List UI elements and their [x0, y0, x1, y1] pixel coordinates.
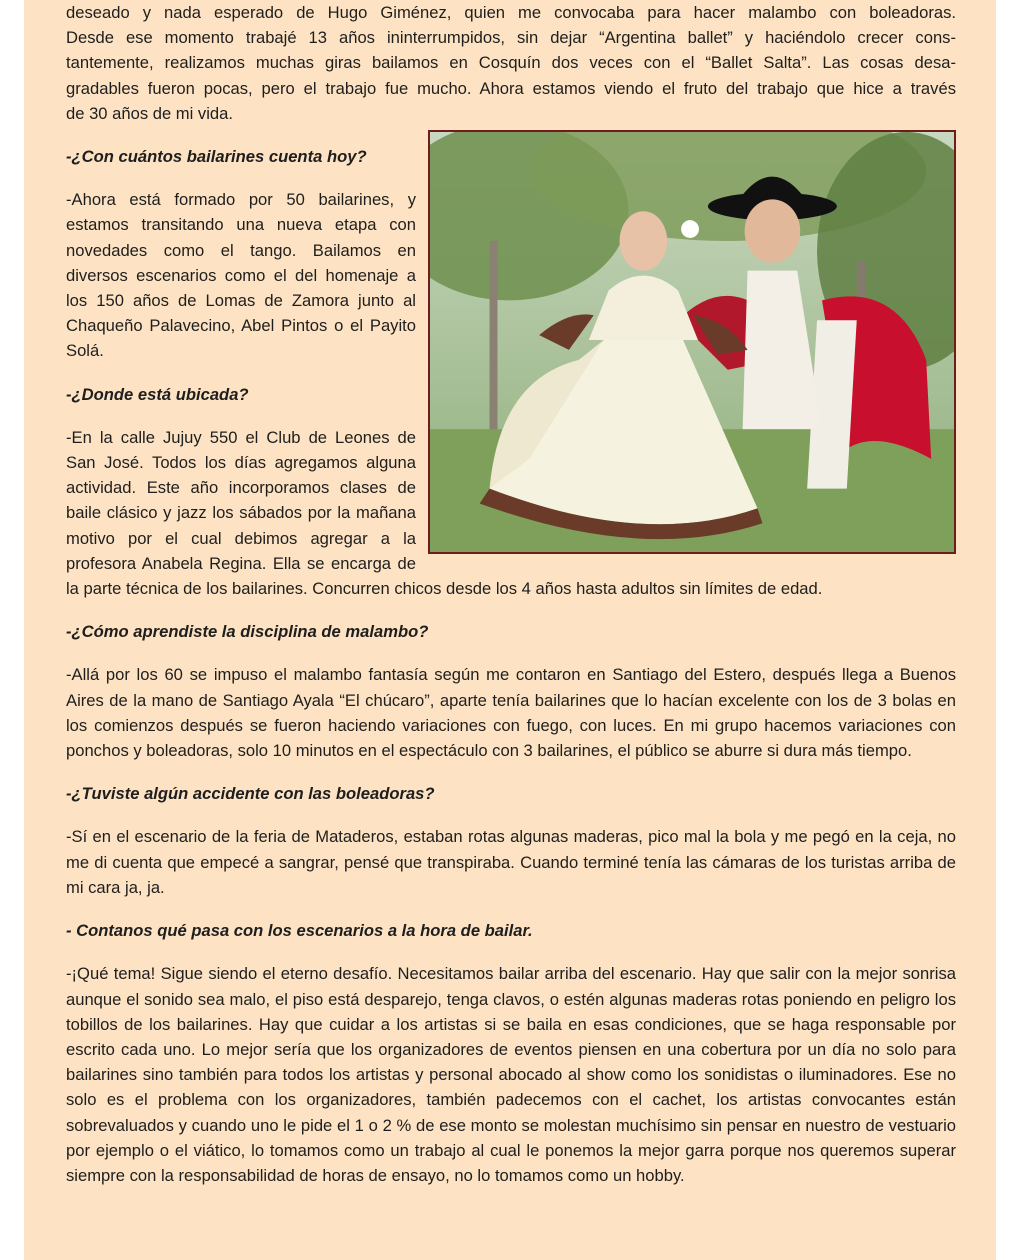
answer-5: -¡Qué tema! Sigue siendo el eterno desafío. Necesitamos bailar arriba del escenario. Hay que salir con la mejor sonrisa aunque el sonido sea malo, el piso está desparejo, tenga clavos, o estén algunas maderas rotas poniendo en peligro los tobillos de los bailarines. Hay que cuidar a los artistas si se baila en esas condiciones, que se haga responsable por escrito cada uno. Lo mejor sería que los organizadores de eventos piensen en una cobertura por un día no solo para bailarines sino también para todos los artistas y personal abocado al show como los sonidistas o iluminadores. Ese no solo es el problema con los organizadores, también padecemos con el cachet, los artistas convocantes están sobrevaluados y cuando uno le pide el 1 o 2 % de ese monto se molestan muchísimo sin pensar en nuestro de vestuario por ejemplo o el viático, lo tomamos como un trabajo al cual le ponemos la mejor garra porque nos queremos superar siempre con la responsabilidad de horas de ensayo, no lo tomamos como un hobby. [66, 964, 956, 1185]
intro-line-5: de 30 años de mi vida. [66, 103, 233, 123]
intro-line-2: Desde ese momento trabajé 13 años ininterrumpidos, sin dejar “Argentina ballet” y haciéndolo crecer cons- [66, 28, 956, 48]
intro-line-4: gradables fueron pocas, pero el trabajo fue mucho. Ahora estamos viendo el fruto del trabajo que hice a través [66, 78, 956, 98]
answer-3: -Allá por los 60 se impuso el malambo fantasía según me contaron en Santiago del Estero, después llega a Buenos Aires de la mano de Santiago Ayala “El chúcaro”, aparte tenía bailarines que lo hacían excelente con los de 3 bolas en los comienzos después se fueron haciendo variaciones con fuego, con luces. En mi grupo hacemos variaciones con ponchos y boleadoras, solo 10 minutos en el espectáculo con 3 bailarines, el público se aburre si dura más tiempo. [66, 665, 956, 761]
answer-1: -Ahora está formado por 50 bailarines, y estamos transitando una nueva etapa con novedades como el tango. Bailamos en diversos escenarios como el del homenaje a los 150 años de Lomas de Zamora junto al Chaqueño Palavecino, Abel Pintos o el Payito Solá. [66, 190, 416, 361]
dancers-photo-illustration [430, 132, 954, 552]
question-2: -¿Donde está ubicada? [66, 384, 249, 404]
question-4: -¿Tuviste algún accidente con las boleadoras? [66, 784, 435, 804]
question-3: -¿Cómo aprendiste la disciplina de malambo? [66, 622, 429, 642]
question-5: - Contanos qué pasa con los escenarios a la hora de bailar. [66, 921, 533, 941]
magazine-page [24, 0, 996, 1260]
question-1: -¿Con cuántos bailarines cuenta hoy? [66, 147, 367, 167]
intro-line-1: deseado y nada esperado de Hugo Giménez, quien me convocaba para hacer malambo con boleadoras. [66, 3, 956, 22]
answer-2: -En la calle Jujuy 550 el Club de Leones de San José. Todos los días agregamos alguna actividad. Este año incorporamos clases de baile clásico y jazz los sábados por la mañana motivo por el cual debimos agregar a la profesora Anabela Regina. Ella se encarga de la parte técnica de los bailarines. Concurren chicos desde los 4 años hasta adultos sin límites de edad. [66, 427, 823, 599]
article-body [66, 0, 956, 1188]
intro-line-3: tantemente, realizamos muchas giras bailamos en Cosquín dos veces con el “Ballet Salta”. Las cosas desa- [66, 53, 956, 73]
answer-4: -Sí en el escenario de la feria de Mataderos, estaban rotas algunas maderas, pico mal la bola y me pegó en la ceja, no me di cuenta que empecé a sangrar, pensé que transpiraba. Cuando terminé tenía las cámaras de los turistas arriba de mi cara ja, ja. [66, 827, 956, 897]
dancers-photo [428, 130, 956, 554]
